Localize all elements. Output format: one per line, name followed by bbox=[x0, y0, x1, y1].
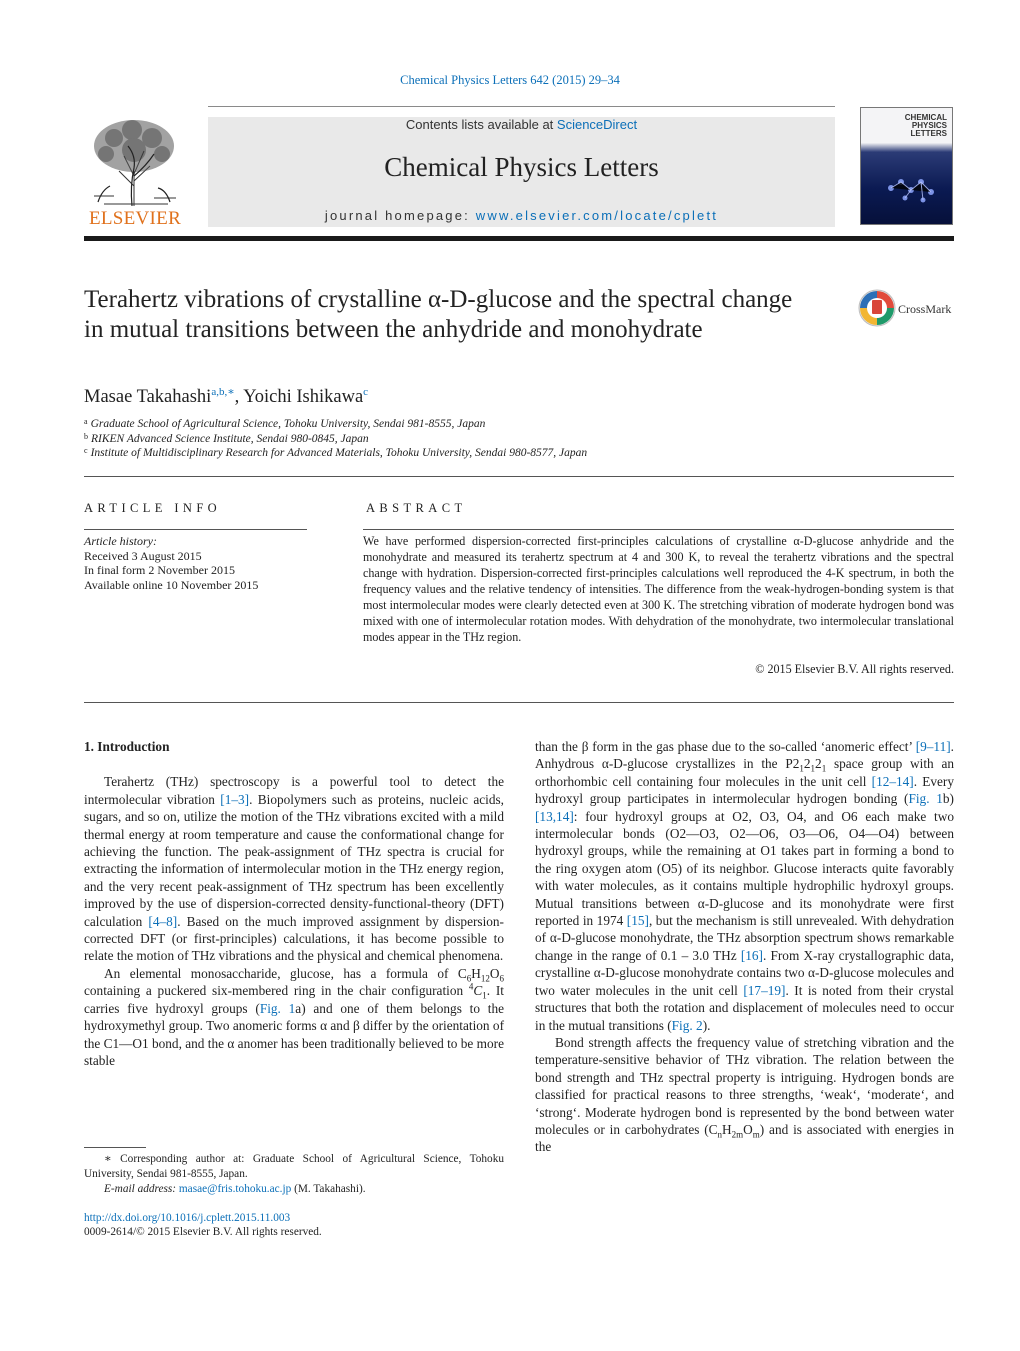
footnote-text: ∗ Corresponding author at: Graduate School of Agricultural Science, Tohoku University, Sendai 981-8555, Japan. bbox=[84, 1153, 504, 1180]
cover-title-line: PHYSICS bbox=[911, 121, 947, 130]
subscript: 1 bbox=[810, 764, 816, 775]
text-run: space group with an orthorhombic cell containing four molecules in the unit cell bbox=[535, 756, 954, 789]
text-run: . Based on the much improved assignment by dispersion-corrected DFT (or first-principles) calculations, it has become possible to relate the motion of THz vibrations and the physical and chemical phenomena. bbox=[84, 913, 504, 964]
elsevier-wordmark: ELSEVIER bbox=[88, 208, 182, 229]
text-run: a) and one of them belongs to the hydroxymethyl group. Two anomeric forms α and β differ by the orientation of the C1—O1 bond, and the α anomer has been traditionally believed to be more stable bbox=[84, 1000, 504, 1068]
subscript: m bbox=[752, 1129, 760, 1140]
subscript: 1 bbox=[821, 764, 827, 775]
homepage-prefix: journal homepage: bbox=[324, 208, 476, 223]
text-run: . It is noted from their crystal structures that both the rotation and displacement of molecules need to occur in the mutual transitions ( bbox=[535, 982, 954, 1033]
email-suffix: (M. Takahashi). bbox=[291, 1183, 366, 1195]
header-bottom-rule bbox=[84, 236, 954, 241]
affiliation-key: a bbox=[84, 417, 88, 426]
homepage-link[interactable]: www.elsevier.com/locate/cplett bbox=[475, 208, 719, 223]
citation-link[interactable]: [4–8] bbox=[148, 913, 178, 929]
text-run: O bbox=[743, 1121, 753, 1137]
subscript: 1 bbox=[482, 990, 487, 1001]
sciencedirect-link[interactable]: ScienceDirect bbox=[556, 117, 638, 132]
affiliation-text: Graduate School of Agricultural Science, Tohoku University, Sendai 981-8555, Japan bbox=[90, 418, 486, 430]
abstract-copyright: © 2015 Elsevier B.V. All rights reserved. bbox=[755, 662, 954, 676]
article-info-heading: ARTICLE INFO bbox=[84, 501, 222, 515]
elsevier-logo[interactable] bbox=[84, 116, 186, 228]
final-form-date: In final form 2 November 2015 bbox=[84, 563, 235, 578]
text-run: b) bbox=[942, 791, 954, 807]
article-title: Terahertz vibrations of crystalline α-D-glucose and the spectral change in mutual transitions between the anhydride and monohydrate bbox=[84, 286, 793, 343]
text-run: . It carries five hydroxyl groups ( bbox=[84, 983, 504, 1016]
history-label: Article history: bbox=[84, 534, 157, 548]
cover-title-line: CHEMICAL bbox=[904, 113, 947, 122]
doi-link[interactable]: http://dx.doi.org/10.1016/j.cplett.2015.11.003 bbox=[84, 1212, 291, 1224]
text-run: : four hydroxyl groups at O2, O3, O4, and O6 each make two intermolecular bonds (O2—O3, O2—O6, O3—O6, O4—O4) between hydroxyl groups, while the remaining at O1 takes part in forming a bond to the ring oxygen atom (O5) of its neighbor. Glucose interacts quite favorably with water molecules, as it contains multiple hydrophilic hydroxyl groups. Mutual transitions between α-D-glucose and its monohydrate were first reported in 1974 bbox=[535, 808, 954, 929]
text-run: 2 bbox=[803, 756, 811, 772]
author-list bbox=[84, 385, 368, 408]
citation-link[interactable]: [15] bbox=[626, 913, 649, 929]
affiliation bbox=[84, 417, 485, 430]
text-run: . Anhydrous α-D-glucose crystallizes in the P2 bbox=[535, 739, 954, 772]
online-date: Available online 10 November 2015 bbox=[84, 578, 259, 593]
issn-copyright: 0009-2614/© 2015 Elsevier B.V. All rights reserved. bbox=[84, 1226, 322, 1238]
text-run: than the β form in the gas phase due to the so-called ‘anomeric effect’ bbox=[535, 739, 916, 754]
footnote-rule bbox=[84, 1147, 146, 1148]
cover-title-line: LETTERS bbox=[910, 129, 947, 138]
citation-link[interactable]: [12–14] bbox=[871, 773, 914, 789]
text-run: . From X-ray crystallographic data, crystalline α-D-glucose monohydrate contains two α-D-glucose molecules and two water molecules in the unit cell bbox=[535, 947, 954, 998]
text-run: Terahertz (THz) spectroscopy is a powerful tool to detect the intermolecular vibration bbox=[84, 774, 504, 807]
affiliation bbox=[84, 432, 369, 445]
subscript: 6 bbox=[499, 973, 504, 984]
cover-title bbox=[867, 114, 947, 138]
contents-prefix: Contents lists available at bbox=[405, 117, 557, 132]
contents-availability-line bbox=[208, 117, 835, 132]
author-affiliation-markers[interactable]: c bbox=[363, 386, 369, 398]
text-run: ) and is associated with energies in the bbox=[535, 1121, 954, 1155]
journal-title: Chemical Physics Letters bbox=[384, 152, 659, 182]
citation-link[interactable]: [17–19] bbox=[743, 982, 786, 998]
section-heading-introduction: 1. Introduction bbox=[84, 739, 170, 754]
author-name[interactable]: Yoichi Ishikawa bbox=[243, 387, 364, 407]
affiliation-text: Institute of Multidisciplinary Research for Advanced Materials, Tohoku University, Sendai 980-8577, Japan bbox=[90, 447, 588, 459]
body-column-left bbox=[84, 738, 504, 1069]
text-run: O bbox=[489, 965, 500, 981]
crossmark-icon bbox=[858, 289, 896, 327]
body-column-right bbox=[535, 738, 954, 1156]
author-separator: , bbox=[234, 387, 244, 407]
subscript: 2m bbox=[731, 1129, 744, 1140]
cover-molecule-graphic bbox=[883, 168, 938, 208]
affiliation-text: RIKEN Advanced Science Institute, Sendai 980-0845, Japan bbox=[91, 433, 369, 445]
body-paragraph bbox=[84, 965, 504, 1069]
abstract-rule bbox=[363, 529, 954, 530]
text-run: H bbox=[471, 965, 481, 981]
text-run: containing a puckered six-membered ring in the chair configuration bbox=[84, 983, 469, 999]
text-run: 2 bbox=[815, 756, 822, 772]
received-date: Received 3 August 2015 bbox=[84, 548, 202, 563]
body-paragraph bbox=[535, 1034, 954, 1156]
crossmark-badge[interactable] bbox=[858, 289, 958, 331]
text-run: , but the mechanism is still unrevealed. With dehydration of α-D-glucose monohydrate, the THz absorption spectrum shows remarkable change in the range of 0.1 – 3.0 THz bbox=[535, 913, 954, 963]
header-top-rule bbox=[208, 106, 835, 107]
text-run: C bbox=[473, 983, 483, 999]
email-label: E-mail address: bbox=[104, 1183, 179, 1195]
section-rule bbox=[84, 476, 954, 477]
footnote-email-line bbox=[84, 1182, 504, 1197]
subscript: 12 bbox=[480, 973, 490, 984]
journal-cover-thumbnail[interactable] bbox=[860, 107, 953, 225]
text-run: H bbox=[722, 1121, 732, 1137]
author-affiliation-markers[interactable]: a,b,∗ bbox=[211, 386, 235, 398]
superscript: 4 bbox=[468, 981, 474, 992]
affiliation bbox=[84, 446, 587, 459]
text-run: An elemental monosaccharide, glucose, has a formula of C bbox=[104, 965, 467, 981]
figure-link[interactable]: Fig. 2 bbox=[671, 1017, 703, 1033]
figure-link[interactable]: Fig. 1 bbox=[908, 791, 943, 807]
crossmark-label: CrossMark bbox=[898, 302, 952, 316]
subscript: n bbox=[717, 1129, 723, 1140]
section-rule bbox=[84, 702, 954, 703]
subscript: 1 bbox=[799, 764, 804, 775]
text-run: . Every hydroxyl group participates in intermolecular hydrogen bonding ( bbox=[535, 773, 954, 807]
body-paragraph bbox=[535, 738, 954, 1034]
citation-link[interactable]: [16] bbox=[740, 947, 763, 963]
text-run: . Biopolymers such as proteins, nucleic acids, sugars, and so on, utilize the motion of the THz vibrations excited with a mild thermal energy at room temperature and cause the conformational change for achieving the function. The peak-assignment of THz spectra is crucial for extracting the information of intermolecular motion in the THz energy region, and the very recent peak-assignment of THz spectrum has been excellently improved by the use of dispersion-corrected density-functional-theory (DFT) calculation bbox=[84, 791, 504, 929]
corresponding-author-footnote bbox=[84, 1152, 504, 1197]
article-info-rule bbox=[84, 529, 307, 530]
abstract-heading: ABSTRACT bbox=[366, 501, 467, 515]
author-name[interactable]: Masae Takahashi bbox=[84, 387, 212, 407]
affiliation-key: c bbox=[84, 446, 88, 455]
abstract-text: We have performed dispersion-corrected first-principles calculations of crystalline α-D-glucose anhydride and the monohydrate and measured its terahertz spectrum at 4 and 300 K, to reveal the terahertz vibrations and the spectral change with hydration. Dispersion-corrected first-principles calculations well reproduced the 4-K spectrum, in both the frequency values and the relative tendency of intensities. The difference from the weak-hydrogen-bonding system is that most intermolecular modes were clearly detected even at 300 K. The stretching vibration of moderate hydrogen bond was mixed with one of intermolecular rotation modes. With dehydration of the monohydrate, two intermolecular translational modes appear in the THz region. bbox=[363, 534, 954, 644]
journal-reference[interactable]: Chemical Physics Letters 642 (2015) 29–34 bbox=[400, 73, 620, 87]
citation-link[interactable]: [13,14] bbox=[535, 808, 574, 824]
citation-link[interactable]: [9–11] bbox=[915, 739, 951, 754]
text-run: ). bbox=[702, 1017, 711, 1033]
figure-link[interactable]: Fig. 1 bbox=[259, 1000, 296, 1016]
affiliation-key: b bbox=[84, 432, 88, 441]
email-link[interactable]: masae@fris.tohoku.ac.jp bbox=[178, 1183, 292, 1195]
citation-link[interactable]: [1–3] bbox=[220, 791, 250, 807]
journal-masthead bbox=[208, 117, 835, 227]
subscript: 6 bbox=[466, 973, 472, 984]
text-run: Bond strength affects the frequency value of stretching vibration and the temperature-sensitive behavior of THz vibration. The relation between the bond strength and THz spectral property is intriguing. Hydrogen bonds are classified for practical reasons to three strengths, ‘weak‘, ‘moderate‘, and ‘strong‘. Moderate hydrogen bond is represented by the bond between water molecules or in carbohydrates (C bbox=[535, 1034, 954, 1137]
journal-homepage-line bbox=[208, 208, 835, 223]
body-paragraph bbox=[84, 773, 504, 964]
article-history bbox=[84, 534, 314, 593]
elsevier-tree-logo-icon bbox=[84, 116, 186, 208]
